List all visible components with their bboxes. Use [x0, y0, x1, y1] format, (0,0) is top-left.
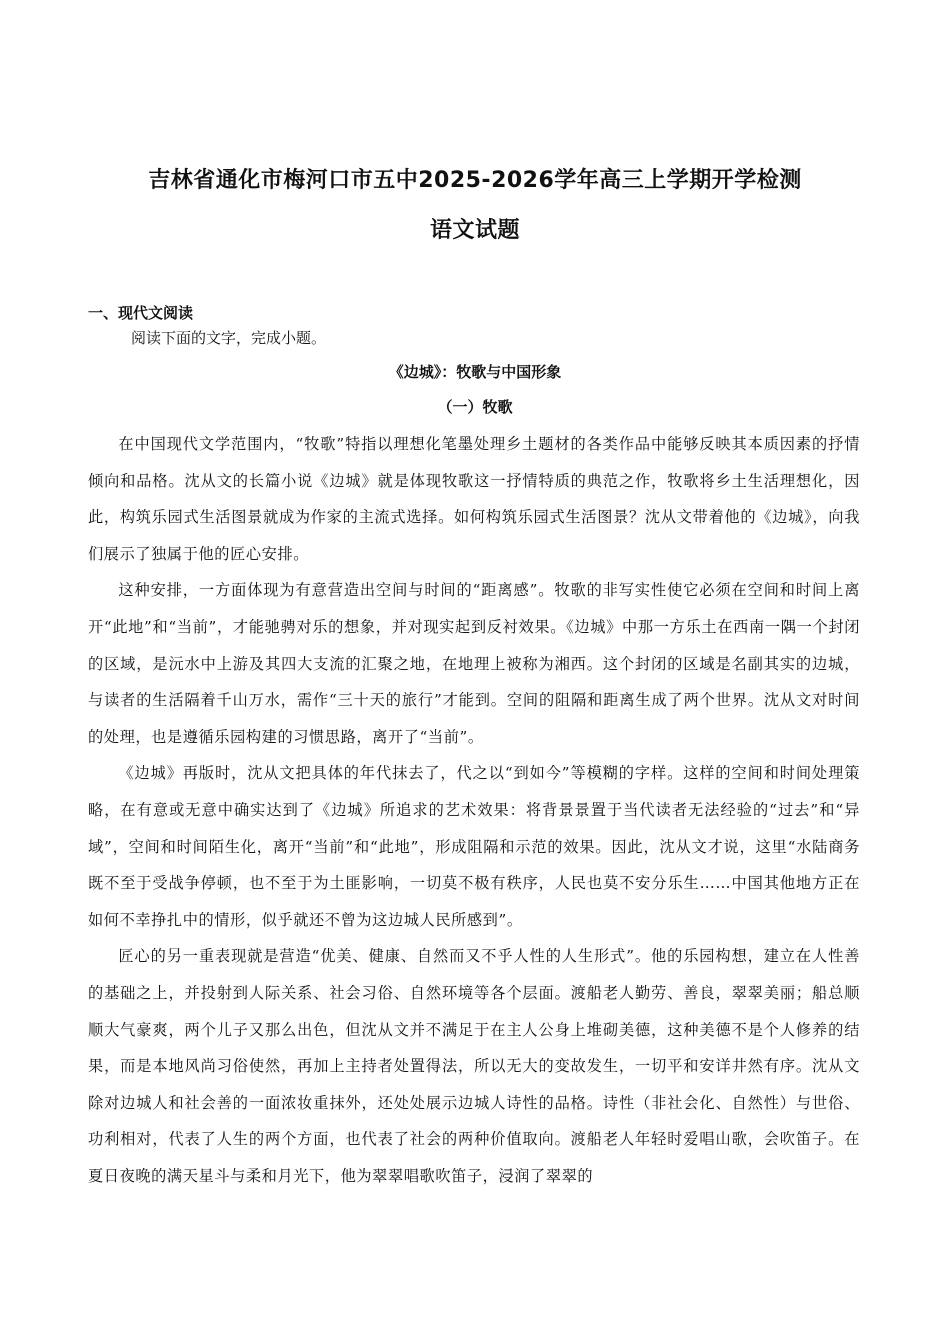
paragraph: 匠心的另一重表现就是营造“优美、健康、自然而又不乎人性的人生形式”。他的乐园构想，建立在人性善的基础之上，并投射到人际关系、社会习俗、自然环境等各个层面。渡船老人勤劳、善良，翠翠美丽；船总顺顺大气豪爽，两个儿子又那么出色，但沈从文并不满足于在主人公身上堆砌美德，这种美德不是个人修养的结果，而是本地风尚习俗使然，再加上主持者处置得法，所以无大的变故发生，一切平和安详井然有序。沈从文除对边城人和社会善的一面浓妆重抹外，还处处展示边城人诗性的品格。诗性（非社会化、自然性）与世俗、功利相对，代表了人生的两个方面，也代表了社会的两种价值取向。渡船老人年轻时爱唱山歌，会吹笛子。在夏日夜晚的满天星斗与柔和月光下，他为翠翠唱歌吹笛子，浸润了翠翠的 [88, 947, 860, 1185]
subsection-title: （一）牧歌 [437, 398, 513, 416]
paragraph: 这种安排，一方面体现为有意营造出空间与时间的“距离感”。牧歌的非写实性使它必须在空间和时间上离开“此地”和“当前”，才能驰骋对乐的想象，并对现实起到反衬效果。《边城》中那一方乐土在西南一隅一个封闭的区域，是沅水中上游及其四大支流的汇聚之地，在地理上被称为湘西。这个封闭的区域是名副其实的边城，与读者的生活隔着千山万水，需作“三十天的旅行”才能到。空间的阻隔和距离生成了两个世界。沈从文对时间的处理，也是遵循乐园构建的习惯思路，离开了“当前”。 [88, 581, 860, 746]
article-title: 《边城》：牧歌与中国形象 [388, 363, 562, 381]
section-instruction: 阅读下面的文字，完成小题。 [131, 329, 327, 347]
article-body [88, 426, 860, 1194]
document-title: 吉林省通化市梅河口市五中2025-2026学年高三上学期开学检测 [148, 168, 802, 193]
section-heading: 一、现代文阅读 [88, 304, 194, 322]
paragraph: 在中国现代文学范围内，“牧歌”特指以理想化笔墨处理乡土题材的各类作品中能够反映其本质因素的抒情倾向和品格。沈从文的长篇小说《边城》就是体现牧歌这一抒情特质的典范之作，牧歌将乡土生活理想化，因此，构筑乐园式生活图景就成为作家的主流式选择。如何构筑乐园式生活图景？沈从文带着他的《边城》，向我们展示了独属于他的匠心安排。 [88, 435, 860, 563]
paragraph: 《边城》再版时，沈从文把具体的年代抹去了，代之以“到如今”等模糊的字样。这样的空间和时间处理策略，在有意或无意中确实达到了《边城》所追求的艺术效果：将背景景置于当代读者无法经验的“过去”和“异域”，空间和时间陌生化，离开“当前”和“此地”，形成阻隔和示范的效果。因此，沈从文才说，这里“水陆商务既不至于受战争停顿，也不至于为土匪影响，一切莫不极有秩序，人民也莫不安分乐生……中国其他地方正在如何不幸挣扎中的情形，似乎就还不曾为这边城人民所感到”。 [88, 764, 860, 929]
document-subtitle: 语文试题 [429, 218, 520, 243]
